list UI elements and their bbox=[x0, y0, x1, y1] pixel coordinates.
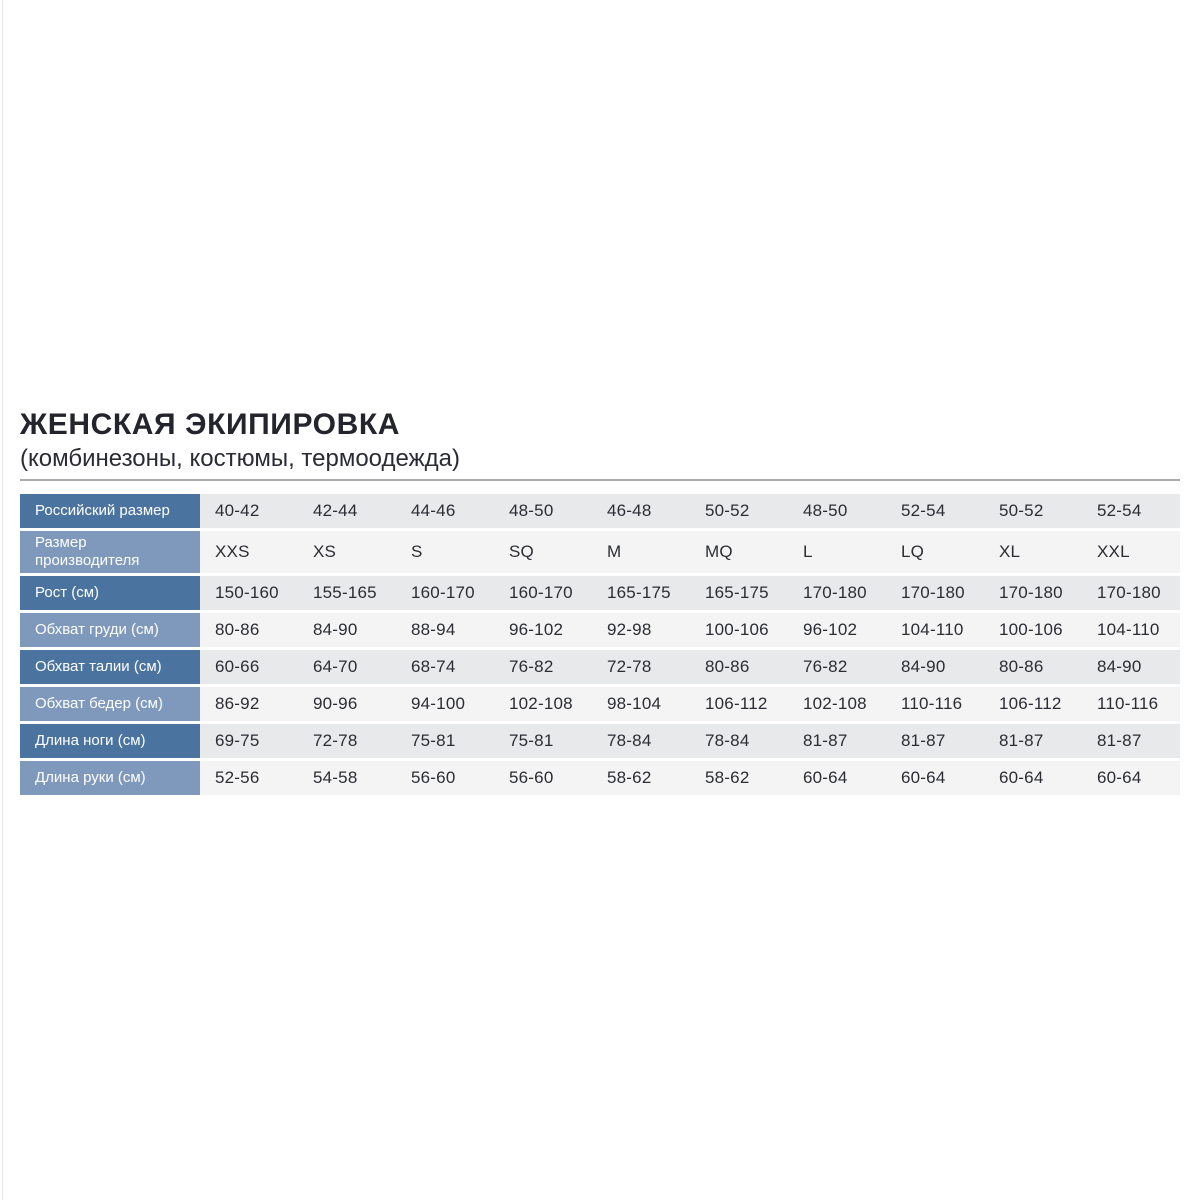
table-cell: 60-64 bbox=[984, 761, 1082, 795]
table-cell: 170-180 bbox=[886, 576, 984, 610]
table-cell: XL bbox=[984, 531, 1082, 573]
table-cell: 104-110 bbox=[886, 613, 984, 647]
table-cell: 56-60 bbox=[396, 761, 494, 795]
table-cell: 160-170 bbox=[396, 576, 494, 610]
table-cell: 78-84 bbox=[690, 724, 788, 758]
table-cell: 60-66 bbox=[200, 650, 298, 684]
table-cell: MQ bbox=[690, 531, 788, 573]
table-cell: 96-102 bbox=[788, 613, 886, 647]
table-cell: 54-58 bbox=[298, 761, 396, 795]
table-cell: 75-81 bbox=[396, 724, 494, 758]
table-cell: 68-74 bbox=[396, 650, 494, 684]
table-cell: 90-96 bbox=[298, 687, 396, 721]
table-cell: 52-54 bbox=[1082, 494, 1180, 528]
table-cell: 42-44 bbox=[298, 494, 396, 528]
table-cell: 110-116 bbox=[1082, 687, 1180, 721]
table-row bbox=[20, 494, 1180, 528]
table-cell: XXL bbox=[1082, 531, 1180, 573]
table-cell: 48-50 bbox=[788, 494, 886, 528]
table-cell: 81-87 bbox=[886, 724, 984, 758]
row-header: Длина ноги (см) bbox=[20, 724, 200, 758]
table-cell: 58-62 bbox=[592, 761, 690, 795]
table-cell: 58-62 bbox=[690, 761, 788, 795]
table-cell: 40-42 bbox=[200, 494, 298, 528]
table-cell: 104-110 bbox=[1082, 613, 1180, 647]
row-header: Российский размер bbox=[20, 494, 200, 528]
table-cell: 76-82 bbox=[494, 650, 592, 684]
table-cell: 80-86 bbox=[984, 650, 1082, 684]
table-cell: 72-78 bbox=[298, 724, 396, 758]
table-cell: 84-90 bbox=[298, 613, 396, 647]
row-header: Рост (см) bbox=[20, 576, 200, 610]
row-header: Длина руки (см) bbox=[20, 761, 200, 795]
table-row bbox=[20, 576, 1180, 610]
page-title: ЖЕНСКАЯ ЭКИПИРОВКА bbox=[20, 408, 401, 441]
table-row bbox=[20, 613, 1180, 647]
table-cell: 84-90 bbox=[886, 650, 984, 684]
table-cell: 80-86 bbox=[200, 613, 298, 647]
table-cell: S bbox=[396, 531, 494, 573]
table-row bbox=[20, 650, 1180, 684]
table-cell: 102-108 bbox=[494, 687, 592, 721]
table-cell: LQ bbox=[886, 531, 984, 573]
table-cell: 81-87 bbox=[984, 724, 1082, 758]
table-cell: 52-56 bbox=[200, 761, 298, 795]
table-cell: 56-60 bbox=[494, 761, 592, 795]
table-cell: 60-64 bbox=[788, 761, 886, 795]
table-cell: 170-180 bbox=[1082, 576, 1180, 610]
table-cell: 46-48 bbox=[592, 494, 690, 528]
page-edge-line bbox=[2, 0, 3, 1200]
table-cell: 160-170 bbox=[494, 576, 592, 610]
table-cell: 165-175 bbox=[592, 576, 690, 610]
table-cell: 96-102 bbox=[494, 613, 592, 647]
table-cell: 165-175 bbox=[690, 576, 788, 610]
table-row bbox=[20, 724, 1180, 758]
table-cell: SQ bbox=[494, 531, 592, 573]
table-cell: 72-78 bbox=[592, 650, 690, 684]
table-cell: 98-104 bbox=[592, 687, 690, 721]
table-cell: 100-106 bbox=[690, 613, 788, 647]
table-cell: 60-64 bbox=[1082, 761, 1180, 795]
table-cell: 86-92 bbox=[200, 687, 298, 721]
table-cell: 150-160 bbox=[200, 576, 298, 610]
table-cell: M bbox=[592, 531, 690, 573]
table-cell: 80-86 bbox=[690, 650, 788, 684]
table-row bbox=[20, 531, 1180, 573]
table-cell: 100-106 bbox=[984, 613, 1082, 647]
table-cell: XXS bbox=[200, 531, 298, 573]
table-cell: 170-180 bbox=[788, 576, 886, 610]
table-cell: 75-81 bbox=[494, 724, 592, 758]
table-cell: 81-87 bbox=[1082, 724, 1180, 758]
table-cell: 102-108 bbox=[788, 687, 886, 721]
table-cell: L bbox=[788, 531, 886, 573]
row-header: Размер производителя bbox=[20, 531, 200, 573]
table-cell: 60-64 bbox=[886, 761, 984, 795]
size-table bbox=[20, 494, 1180, 795]
table-cell: 106-112 bbox=[984, 687, 1082, 721]
table-cell: 106-112 bbox=[690, 687, 788, 721]
table-cell: 110-116 bbox=[886, 687, 984, 721]
table-cell: 50-52 bbox=[984, 494, 1082, 528]
table-cell: 48-50 bbox=[494, 494, 592, 528]
table-cell: 84-90 bbox=[1082, 650, 1180, 684]
table-cell: 50-52 bbox=[690, 494, 788, 528]
table-row bbox=[20, 761, 1180, 795]
table-cell: 88-94 bbox=[396, 613, 494, 647]
table-cell: 44-46 bbox=[396, 494, 494, 528]
row-header: Обхват бедер (см) bbox=[20, 687, 200, 721]
size-chart-page bbox=[20, 409, 1180, 795]
row-header: Обхват груди (см) bbox=[20, 613, 200, 647]
table-row bbox=[20, 687, 1180, 721]
table-cell: 81-87 bbox=[788, 724, 886, 758]
table-cell: 78-84 bbox=[592, 724, 690, 758]
table-cell: 69-75 bbox=[200, 724, 298, 758]
table-cell: 94-100 bbox=[396, 687, 494, 721]
table-cell: 64-70 bbox=[298, 650, 396, 684]
table-cell: 170-180 bbox=[984, 576, 1082, 610]
table-cell: 92-98 bbox=[592, 613, 690, 647]
row-header: Обхват талии (см) bbox=[20, 650, 200, 684]
table-cell: 76-82 bbox=[788, 650, 886, 684]
table-cell: 155-165 bbox=[298, 576, 396, 610]
table-cell: 52-54 bbox=[886, 494, 984, 528]
page-subtitle: (комбинезоны, костюмы, термоодежда) bbox=[20, 445, 460, 472]
divider-rule bbox=[20, 479, 1180, 481]
table-cell: XS bbox=[298, 531, 396, 573]
